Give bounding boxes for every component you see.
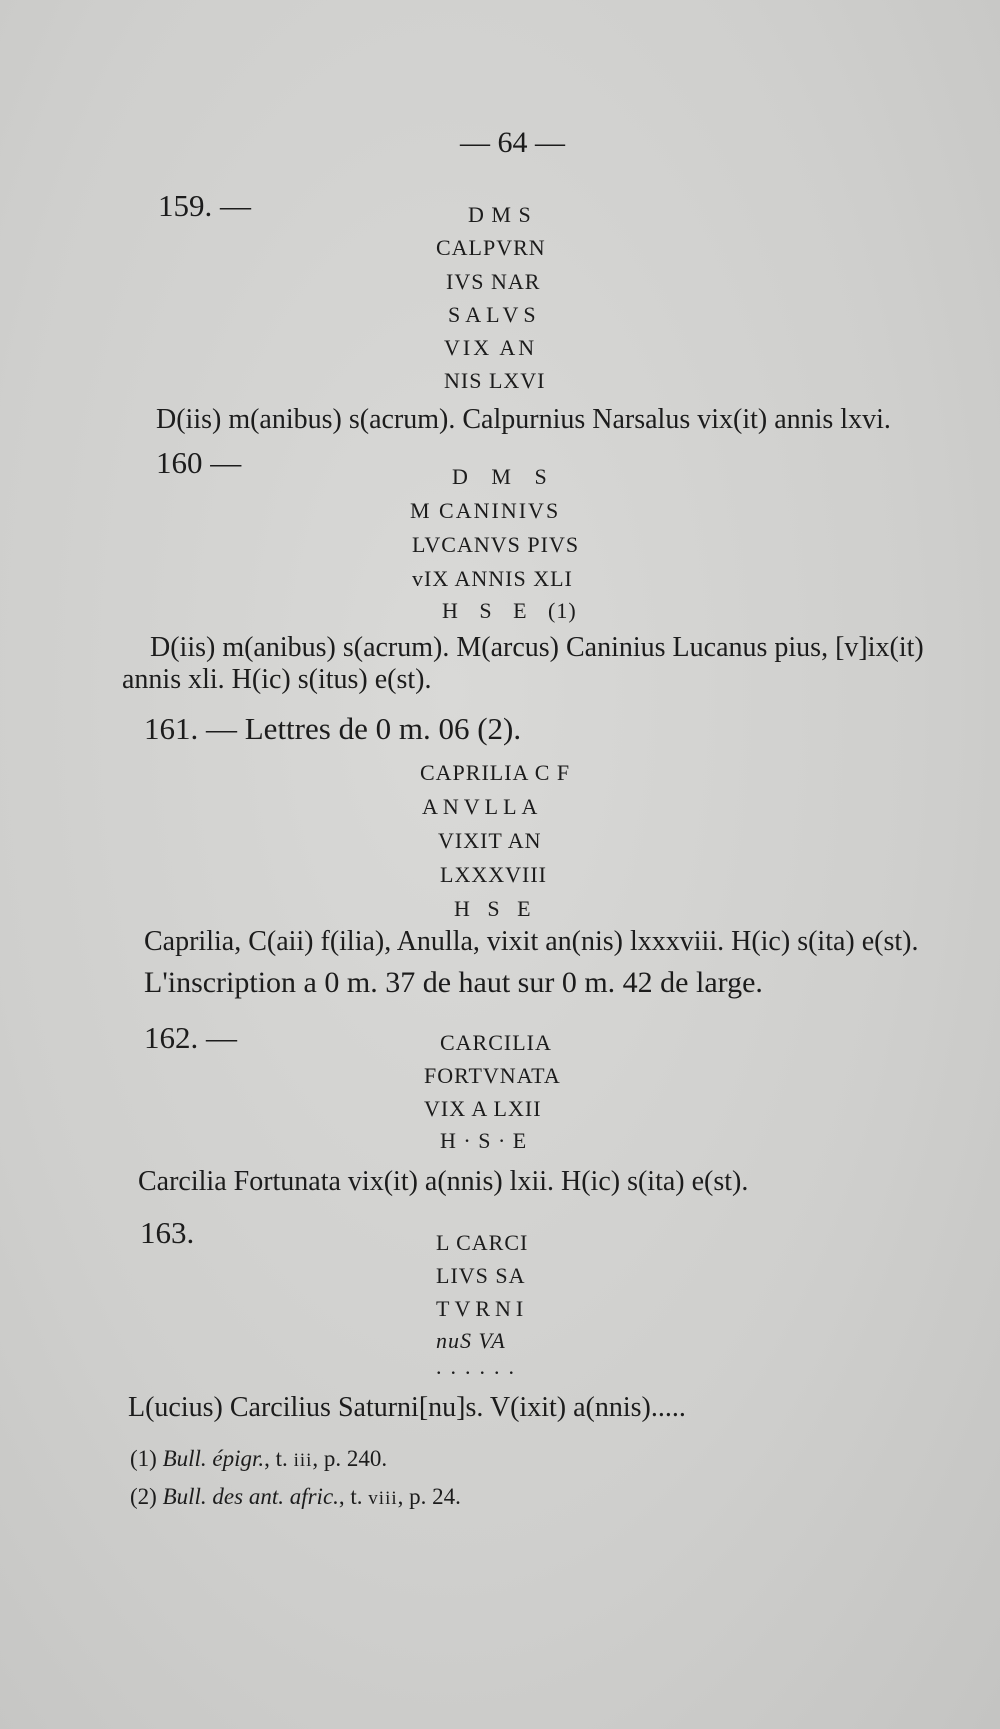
footnote-text: , p. 240.: [312, 1446, 388, 1471]
footnote-text: , p. 24.: [397, 1484, 461, 1509]
footnote-mark: (1): [130, 1446, 157, 1471]
entry-number-159: 159. —: [158, 188, 251, 223]
inscription-line: CAPRILIA C F: [420, 760, 571, 785]
inscription-line: LIVS SA: [436, 1263, 526, 1288]
footnote-source: Bull. épigr.: [162, 1446, 265, 1471]
footnote-2: [130, 1484, 461, 1510]
footnote-text: , t.: [264, 1446, 288, 1471]
inscription-line: vIX ANNIS XLI: [412, 566, 573, 591]
inscription-line: D M S: [452, 464, 548, 489]
inscription-line: M CANINIVS: [410, 498, 561, 523]
transcription-line: annis xli. H(ic) s(itus) e(st).: [122, 664, 432, 695]
inscription-line: TVRNI: [436, 1296, 529, 1321]
inscription-line: VIX AN: [444, 335, 538, 360]
entry-number-161: 161. — Lettres de 0 m. 06 (2).: [144, 711, 522, 746]
footnote-volume: viii: [368, 1488, 398, 1509]
entry-number-162: 162. —: [144, 1020, 237, 1055]
inscription-line: VIXIT AN: [438, 828, 542, 853]
inscription-line: SALVS: [448, 302, 541, 327]
inscription-line: nuS VA: [436, 1328, 506, 1353]
inscription-line: H S E: [454, 896, 532, 921]
transcription-line: D(iis) m(anibus) s(acrum). M(arcus) Caninius Lucanus pius, [v]ix(it): [150, 632, 924, 663]
inscription-line: LXXXVIII: [440, 862, 547, 887]
transcription-line: D(iis) m(anibus) s(acrum). Calpurnius Narsalus vix(it) annis lxvi.: [156, 404, 891, 435]
inscription-line: CALPVRN: [436, 235, 546, 260]
inscription-line: D M S: [468, 202, 532, 227]
inscription-line: IVS NAR: [446, 269, 541, 294]
inscription-line: FORTVNATA: [424, 1063, 561, 1088]
inscription-line: VIX A LXII: [424, 1096, 542, 1121]
entry-number-160: 160 —: [156, 445, 242, 480]
footnote-text: , t.: [338, 1484, 363, 1509]
inscription-line: NIS LXVI: [444, 368, 546, 393]
inscription-dots: ......: [436, 1354, 523, 1379]
transcription-line: L(ucius) Carcilius Saturni[nu]s. V(ixit) a(nnis).....: [128, 1392, 686, 1423]
entry-number-163: 163.: [140, 1215, 195, 1250]
footnote-mark: (2): [130, 1484, 157, 1509]
inscription-line: CARCILIA: [440, 1030, 552, 1055]
inscription-line: L CARCI: [436, 1230, 529, 1255]
transcription-line: L'inscription a 0 m. 37 de haut sur 0 m. 42 de large.: [144, 966, 763, 999]
inscription-line: H S E (1): [442, 598, 577, 623]
footnote-source: Bull. des ant. afric.: [162, 1484, 339, 1509]
footnote-volume: iii: [293, 1450, 313, 1471]
page-number: — 64 —: [460, 126, 565, 159]
inscription-line: ANVLLA: [422, 794, 543, 819]
transcription-line: Caprilia, C(aii) f(ilia), Anulla, vixit an(nis) lxxxviii. H(ic) s(ita) e(st).: [144, 926, 919, 957]
inscription-line: H · S · E: [440, 1128, 528, 1153]
transcription-line: Carcilia Fortunata vix(it) a(nnis) lxii. H(ic) s(ita) e(st).: [138, 1166, 749, 1197]
inscription-line: LVCANVS PIVS: [412, 532, 580, 557]
footnote-1: [130, 1446, 387, 1472]
